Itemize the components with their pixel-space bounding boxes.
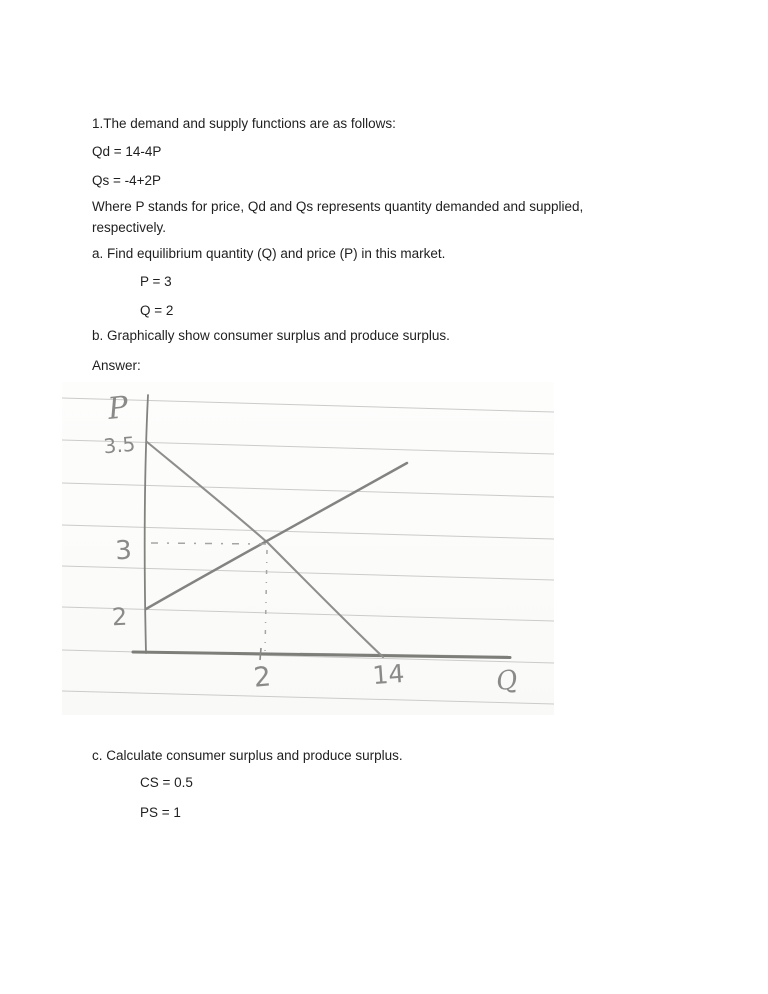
supply-curve <box>146 463 407 609</box>
dashed-guide-horizontal <box>151 543 268 544</box>
part-c-answer-cs: CS = 0.5 <box>140 775 193 790</box>
y-tick-2: 2 <box>111 602 128 632</box>
part-b-prompt: b. Graphically show consumer surplus and produce surplus. <box>92 328 450 343</box>
part-a-answer-price: P = 3 <box>140 274 172 289</box>
part-c-answer-ps: PS = 1 <box>140 805 181 820</box>
x-tick-14: 14 <box>371 658 406 691</box>
demand-function-line: Qd = 14-4P <box>92 144 162 159</box>
supply-function-line: Qs = -4+2P <box>92 173 162 188</box>
equilibrium-q-tick <box>260 648 261 660</box>
demand-curve <box>147 442 383 657</box>
y-axis-line <box>145 395 148 653</box>
x-tick-2: 2 <box>252 661 273 694</box>
y-axis-label: P <box>106 390 130 428</box>
y-tick-3: 3 <box>114 535 133 567</box>
supply-demand-graph <box>62 382 554 715</box>
where-clause-line-1: Where P stands for price, Qd and Qs represents quantity demanded and supplied, <box>92 199 584 214</box>
question-1-intro: 1.The demand and supply functions are as follows: <box>92 116 396 131</box>
part-c-prompt: c. Calculate consumer surplus and produce surplus. <box>92 748 403 763</box>
dashed-guide-vertical <box>265 550 267 651</box>
answer-graph-photo <box>62 382 554 715</box>
where-clause-line-2: respectively. <box>92 220 167 235</box>
y-tick-3-5: 3.5 <box>102 431 137 459</box>
answer-heading: Answer: <box>92 358 141 373</box>
part-a-prompt: a. Find equilibrium quantity (Q) and price (P) in this market. <box>92 246 446 261</box>
x-axis-label: Q <box>494 664 520 698</box>
part-a-answer-quantity: Q = 2 <box>140 303 174 318</box>
